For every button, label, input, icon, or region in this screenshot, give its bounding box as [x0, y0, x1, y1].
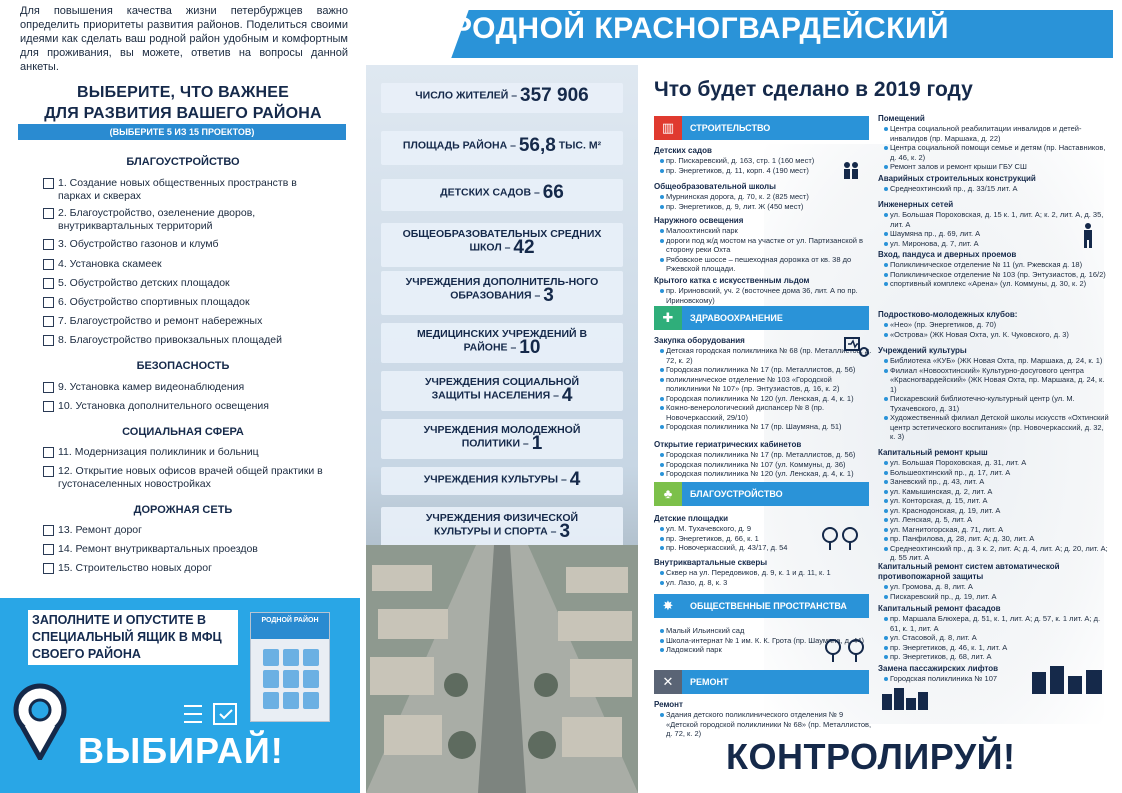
survey-item-2[interactable]: 2. Благоустройство, озеленение дворов, внутриквартальных территорий — [58, 207, 328, 233]
block-title: Капитальный ремонт систем автоматической противопожарной защиты — [878, 562, 1060, 581]
stat-value: 10 — [519, 337, 541, 358]
checkbox[interactable] — [43, 259, 54, 270]
choose-title-line-2: ДЛЯ РАЗВИТИЯ ВАШЕГО РАЙОНА — [44, 105, 322, 122]
block-title: Помещений — [878, 114, 925, 123]
block-title: Открытие гериатрических кабинетов — [654, 440, 802, 449]
survey-item-14[interactable]: 14. Ремонт внутриквартальных проездов — [58, 543, 328, 556]
survey-item-15[interactable]: 15. Строительство новых дорог — [58, 562, 328, 575]
block-list: пр. Маршала Блюхера, д. 51, к. 1, лит. А; д. 57, к. 1 лит. А; д. 61, к. 1, лит. А ул. Стасовой, д. 8, лит. А пр. Энергетиков, д. 46, к. 1, лит. А пр. Энергетиков, д. 68, лит. А — [884, 614, 1110, 662]
choose-title — [18, 82, 348, 124]
survey-item-13[interactable]: 13. Ремонт дорог — [58, 524, 328, 537]
block-list: Здания детского поликлинического отделения № 9 «Детской городской поликлиники № 68» (пр. Металлистов, д. 72, к. 2) — [660, 710, 872, 739]
statistics-column — [366, 65, 638, 793]
checkbox[interactable] — [43, 544, 54, 555]
control-slogan: КОНТРОЛИРУЙ! — [726, 736, 1016, 777]
category-blagoustroystvo: БЛАГОУСТРОЙСТВО — [126, 156, 240, 168]
section-landscaping: ♣ БЛАГОУСТРОЙСТВО — [654, 482, 869, 506]
trees-icon — [820, 526, 860, 550]
block-list: Среднеохтинский пр., д. 33/15 лит. А — [884, 184, 1110, 194]
medical-cross-icon: ✚ — [654, 306, 682, 330]
survey-item-6[interactable]: 6. Обустройство спортивных площадок — [58, 296, 328, 309]
block-title: Детские площадки — [654, 514, 728, 523]
block-title: Ремонт — [654, 700, 683, 709]
block-list: ул. Громова, д. 8, лит. А Пискаревский пр., д. 19, лит. А — [884, 582, 1110, 601]
tree-icon: ♣ — [654, 482, 682, 506]
block-list: Малый Ильинский сад Школа-интернат № 1 им. К. К. Грота (пр. Шаумяна, д. 44) Ладожский парк — [660, 626, 872, 655]
block-list: ул. Большая Пороховская, д. 31, лит. А Большеохтинский пр., д. 17, лит. А Заневский пр., д. 43, лит. А ул. Камышинская, д. 2, лит. А ул. Конторская, д. 15, лит. А ул. Краснодонская, д. 19, лит. А ул. Ленская, д. 5, лит. А ул. Магнитогорская, д. 71, лит. А пр. Панфилова, д. 28, лит. А; д. 30, лит. А Среднеохтинский пр., д. 3 к. 2, лит. А; д. 4, лит. А; д. 20, лит. А; д. 55 лит. А — [884, 458, 1110, 563]
checkbox[interactable] — [43, 239, 54, 250]
checkbox[interactable] — [43, 382, 54, 393]
checkbox[interactable] — [43, 316, 54, 327]
city-aerial-photo — [366, 545, 638, 793]
checkbox[interactable] — [43, 525, 54, 536]
stat-medical: МЕДИЦИНСКИХ УЧРЕЖДЕНИЙ В РАЙОНЕ – 10 — [381, 323, 623, 363]
checkbox[interactable] — [43, 563, 54, 574]
block-list: Детская городская поликлиника № 68 (пр. Металлистов, д. 72, к. 2) Городская поликлиника № 17 (пр. Металлистов, д. 56) поликлиническое отделение № 103 «Городской поликлиники № 107» (пр. Энтузиастов, д. 16, к. 2) Городская поликлиника № 120 (ул. Ленская, д. 4, к. 1) Кожно-венерологический диспансер № 8 (пр. Новочеркасский, 29/10) Городская поликлиника № 17 (пр. Шаумяна, д. 51) — [660, 346, 872, 432]
block-title: Детских садов — [654, 146, 712, 155]
plans-column — [644, 64, 1114, 793]
block-title: Замена пассажирских лифтов — [878, 664, 999, 673]
checkbox[interactable] — [43, 335, 54, 346]
medical-equipment-icon — [844, 336, 870, 358]
block-list: Библиотека «КУБ» (ЖК Новая Охта, пр. Маршака, д. 24, к. 1) Филиал «Новоохтинский» Культурно-досугового центра «Красногвардейский» (ЖК Новая Охта, пр. Маршака, д. 24, к. 1) Пискаревский библиотечно-культурный центр (ул. М. Тухачевского, д. 31) Художественный филиал Детской школы искусств «Охтинский центр эстетического воспитания» (пр. Новочеркасский, д. 32, к. 3) — [884, 356, 1110, 442]
block-list: Центра социальной реабилитации инвалидов и детей-инвалидов (пр. Маршака, д. 22) Центра социальной помощи семье и детям (пр. Наставников, д. 46, к. 2) Ремонт залов и ремонт крыши ГБУ СШ — [884, 124, 1110, 172]
vote-slogan: ВЫБИРАЙ! — [78, 730, 284, 771]
location-pin-icon — [10, 680, 70, 760]
block-list: Городская поликлиника № 17 (пр. Металлистов, д. 56) Городская поликлиника № 107 (ул. Коммуны, д. 36) Городская поликлиника № 120 (ул. Ленская, д. 4, к. 1) — [660, 450, 872, 479]
block-list: пр. Пискаревский, д. 163, стр. 1 (160 мест) пр. Энергетиков, д. 11, корп. 4 (190 мест) — [660, 156, 872, 175]
park-icon — [824, 638, 866, 662]
header-title: РОДНОЙ КРАСНОГВАРДЕЙСКИЙ — [452, 12, 950, 45]
checkbox[interactable] — [43, 447, 54, 458]
stat-value: 1 — [531, 433, 543, 454]
survey-item-11[interactable]: 11. Модернизация поликлиник и больниц — [58, 446, 328, 459]
category-bezopasnost: БЕЗОПАСНОСТЬ — [136, 360, 230, 372]
stat-value: 3 — [559, 521, 571, 542]
survey-item-5[interactable]: 5. Обустройство детских площадок — [58, 277, 328, 290]
section-public-spaces: ✸ ОБЩЕСТВЕННЫЕ ПРОСТРАНСТВА — [654, 594, 869, 618]
checkbox[interactable] — [43, 278, 54, 289]
block-list: ул. Большая Пороховская, д. 15 к. 1, лит. А; к. 2, лит. А, д. 35, лит. А Шаумяна пр., д. 69, лит. А ул. Миронова, д. 7, лит. А — [884, 210, 1110, 248]
block-title: Подростково-молодежных клубов: — [878, 310, 1018, 319]
survey-column — [0, 0, 360, 793]
survey-item-9[interactable]: 9. Установка камер видеонаблюдения — [58, 381, 328, 394]
block-title: Учреждений культуры — [878, 346, 967, 355]
stat-value: 66 — [542, 182, 564, 203]
block-list: Мурнинская дорога, д. 70, к. 2 (825 мест) пр. Энергетиков, д. 9, лит. Ж (450 мест) — [660, 192, 872, 211]
checkbox[interactable] — [43, 297, 54, 308]
fill-instructions: ЗАПОЛНИТЕ И ОПУСТИТЕ В СПЕЦИАЛЬНЫЙ ЯЩИК В МФЦ СВОЕГО РАЙОНА — [28, 610, 238, 665]
block-title: Общеобразовательной школы — [654, 182, 776, 191]
wrench-icon: ✕ — [654, 670, 682, 694]
document-list-icon — [180, 700, 250, 730]
stat-area: ПЛОЩАДЬ РАЙОНА – 56,8 ТЫС. М² — [381, 131, 623, 165]
stat-value: 4 — [561, 385, 573, 406]
gear-icon: ✸ — [654, 594, 682, 618]
block-title: Внутриквартальные скверы — [654, 558, 768, 567]
stat-kindergartens: ДЕТСКИХ САДОВ – 66 — [381, 179, 623, 211]
city-skyline-icon — [880, 686, 940, 710]
checkbox[interactable] — [43, 466, 54, 477]
survey-item-8[interactable]: 8. Благоустройство привокзальных площадей — [58, 334, 328, 347]
survey-item-10[interactable]: 10. Установка дополнительного освещения — [58, 400, 328, 413]
ballot-box-label: РОДНОЙ РАЙОН — [251, 613, 329, 639]
section-repair: ✕ РЕМОНТ — [654, 670, 869, 694]
ballot-box-image — [250, 612, 330, 722]
checkbox[interactable] — [43, 208, 54, 219]
choose-title-line-1: ВЫБЕРИТЕ, ЧТО ВАЖНЕЕ — [76, 84, 290, 101]
family-icon — [840, 160, 862, 182]
survey-item-4[interactable]: 4. Установка скамеек — [58, 258, 328, 271]
block-list: пр. Ириновский, уч. 2 (восточнее дома 36, лит. А по пр. Ириновскому) — [660, 286, 872, 305]
stat-extra-education: УЧРЕЖДЕНИЯ ДОПОЛНИТЕЛЬ-НОГО ОБРАЗОВАНИЯ – 3 — [381, 271, 623, 315]
crane-icon: ▥ — [654, 116, 682, 140]
block-list: «Нео» (пр. Энергетиков, д. 70) «Острова» (ЖК Новая Охта, ул. К. Чуковского, д. 3) — [884, 320, 1110, 339]
block-title: Крытого катка с искусственным льдом — [654, 276, 810, 285]
intro-text: Для повышения качества жизни петербуржцев важно определить приоритеты развития районов. Поделиться своими идеями как сделать ваш родной район удобным и комфортным для проживания, вы можете, ответив на вопросы данной анкеты. — [20, 5, 348, 73]
ballot-box-grid — [263, 649, 319, 709]
stat-value: 56,8 — [518, 135, 556, 156]
block-title: Капитальный ремонт крыш — [878, 448, 988, 457]
buildings-icon — [1030, 664, 1106, 694]
stat-value: 4 — [569, 469, 581, 490]
stat-sport: УЧРЕЖДЕНИЯ ФИЗИЧЕСКОЙ КУЛЬТУРЫ И СПОРТА – 3 — [381, 507, 623, 549]
checkbox[interactable] — [43, 178, 54, 189]
plans-title: Что будет сделано в 2019 году — [654, 78, 973, 101]
block-list: Городская поликлиника № 107 — [884, 674, 1110, 684]
stat-value: 3 — [543, 285, 554, 306]
stat-youth: УЧРЕЖДЕНИЯ МОЛОДЕЖНОЙ ПОЛИТИКИ – 1 — [381, 419, 623, 459]
survey-item-3[interactable]: 3. Обустройство газонов и клумб — [58, 238, 328, 251]
choose-hint: (ВЫБЕРИТЕ 5 ИЗ 15 ПРОЕКТОВ) — [18, 124, 346, 140]
block-title: Вход, пандуса и дверных проемов — [878, 250, 1017, 259]
stat-value: 42 — [513, 237, 535, 258]
worker-icon — [1080, 222, 1096, 248]
block-list: Сквер на ул. Передовиков, д. 9, к. 1 и д. 11, к. 1 ул. Лазо, д. 8, к. 3 — [660, 568, 872, 587]
stat-schools: ОБЩЕОБРАЗОВАТЕЛЬНЫХ СРЕДНИХ ШКОЛ – 42 — [381, 223, 623, 267]
survey-item-12[interactable]: 12. Открытие новых офисов врачей общей практики в густонаселенных новостройках — [58, 465, 328, 491]
survey-item-1[interactable]: 1. Создание новых общественных пространств в парках и скверах — [58, 177, 328, 203]
block-list: Малоохтинский парк дороги под ж/д мостом на участке от ул. Партизанской в сторону реки Охта Рябовское шоссе – пешеходная дорожка от кв. 38 до Ржевской площади. — [660, 226, 872, 274]
block-list: Поликлиническое отделение № 11 (ул. Ржевская д. 18) Поликлиническое отделение № 103 (пр. Энтузиастов, д. 16/2) спортивный комплекс «Арена» (ул. Коммуны, д. 30, к. 2) — [884, 260, 1110, 289]
block-title: Наружного освещения — [654, 216, 744, 225]
category-socialnaya: СОЦИАЛЬНАЯ СФЕРА — [122, 426, 244, 438]
block-title: Инженерных сетей — [878, 200, 954, 209]
block-list: ул. М. Тухачевского, д. 9 пр. Энергетиков, д. 66, к. 1 пр. Новочеркасский, д. 43/17, д. 54 — [660, 524, 872, 553]
category-dorozhnaya: ДОРОЖНАЯ СЕТЬ — [133, 504, 233, 516]
stat-residents: ЧИСЛО ЖИТЕЛЕЙ – 357 906 — [381, 83, 623, 113]
survey-item-7[interactable]: 7. Благоустройство и ремонт набережных — [58, 315, 328, 328]
stat-value: 357 906 — [520, 85, 589, 106]
stat-social: УЧРЕЖДЕНИЯ СОЦИАЛЬНОЙ ЗАЩИТЫ НАСЕЛЕНИЯ – 4 — [381, 371, 623, 411]
block-title: Аварийных строительных конструкций — [878, 174, 1036, 183]
section-construction: ▥ СТРОИТЕЛЬСТВО — [654, 116, 869, 140]
stat-culture: УЧРЕЖДЕНИЯ КУЛЬТУРЫ – 4 — [381, 467, 623, 495]
section-healthcare: ✚ ЗДРАВООХРАНЕНИЕ — [654, 306, 869, 330]
block-title: Закупка оборудования — [654, 336, 745, 345]
block-title: Капитальный ремонт фасадов — [878, 604, 1001, 613]
checkbox[interactable] — [43, 401, 54, 412]
